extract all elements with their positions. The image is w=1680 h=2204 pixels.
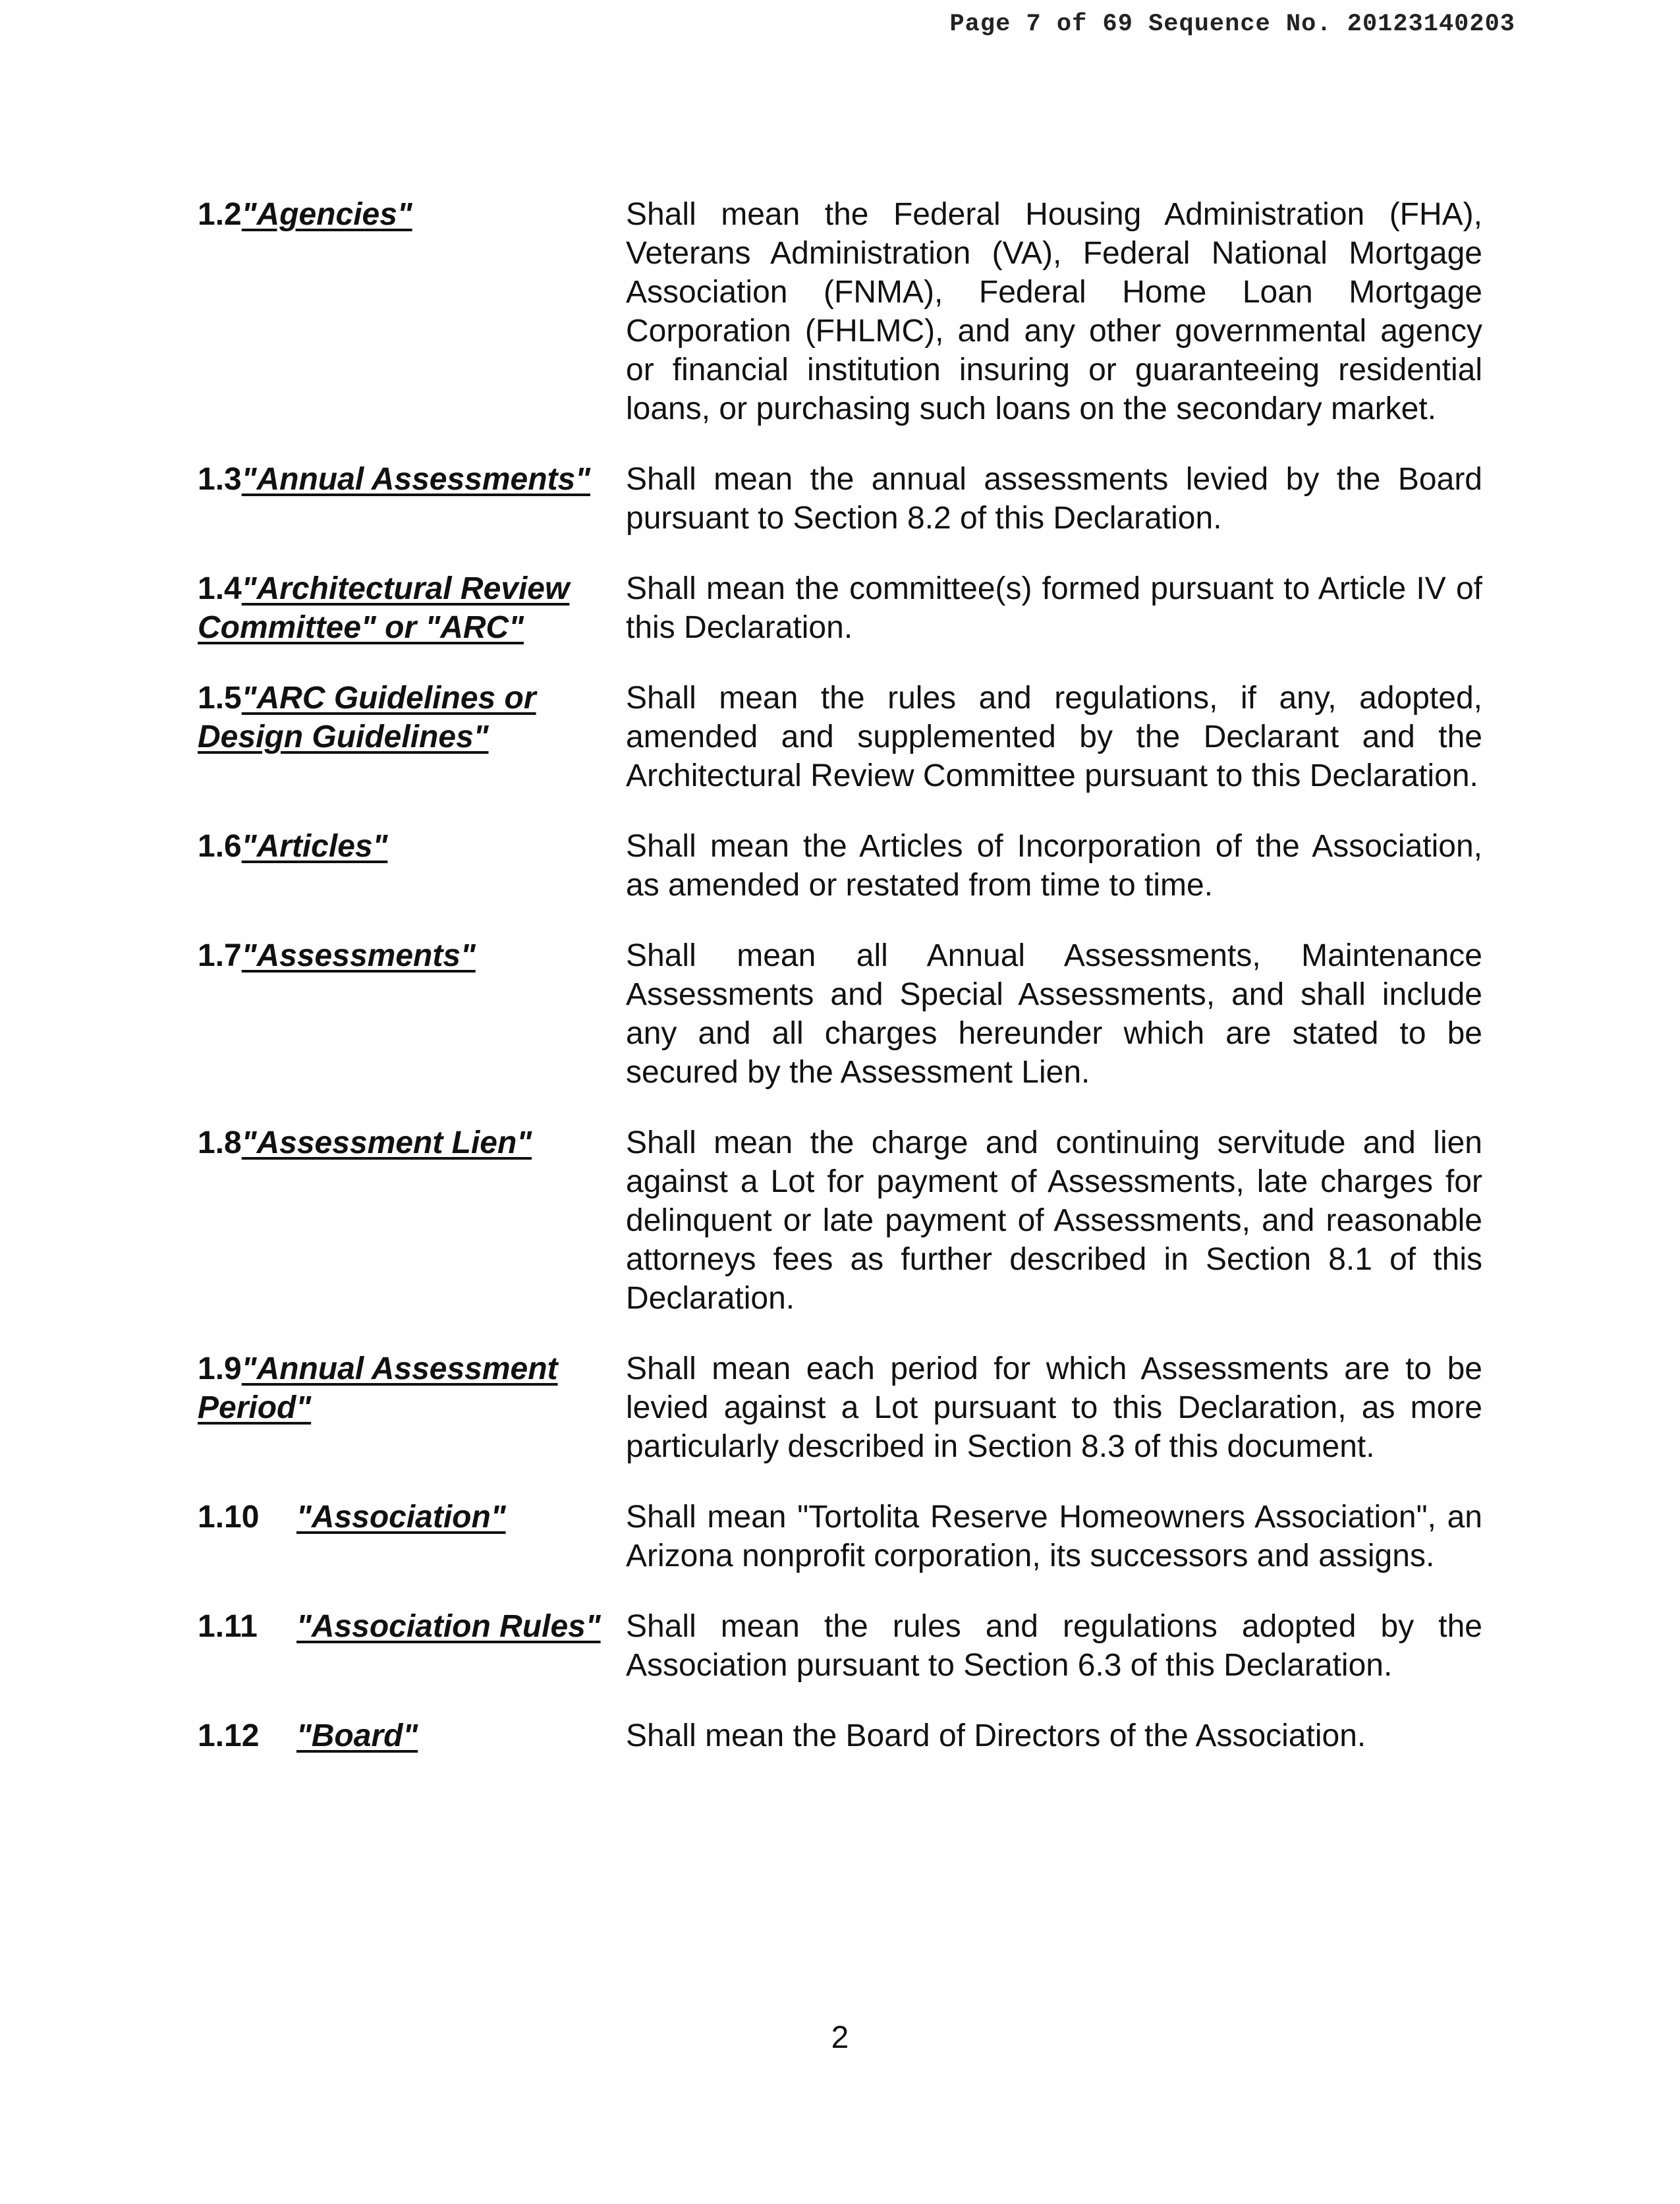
definition-term-name: "Architectural Review Committee" or "ARC" — [198, 571, 570, 645]
definition-term-name: "Annual Assessment Period" — [198, 1351, 558, 1425]
definition-assessment-lien — [198, 1123, 1482, 1318]
definition-number: 1.11 — [198, 1609, 258, 1644]
definition-association-rules — [198, 1607, 1482, 1685]
definition-term-name: "Articles" — [241, 829, 388, 864]
page-number: 2 — [831, 2020, 849, 2055]
definition-meaning: Shall mean the committee(s) formed pursuant to Article IV of this Declaration. — [626, 571, 1482, 645]
definition-number: 1.7 — [198, 938, 242, 973]
definition-term — [198, 1716, 626, 1755]
definition-term — [198, 1349, 626, 1427]
definition-number: 1.2 — [198, 197, 242, 232]
definition-term-name: "Annual Assessments" — [241, 462, 590, 497]
definition-meaning: Shall mean each period for which Assessments are to be levied against a Lot pursuant to this Declaration, as more particularly described in Section 8.3 of this document. — [626, 1351, 1482, 1464]
definition-number: 1.5 — [198, 681, 242, 716]
definition-board — [198, 1716, 1482, 1755]
definition-assessments — [198, 936, 1482, 1092]
definition-meaning: Shall mean the charge and continuing servitude and lien against a Lot for payment of Assessments, late charges for delinquent or late payment of Assessments, and reasonable attorneys fees as further described in Section 8.1 of this Declaration. — [626, 1125, 1482, 1316]
definition-term — [198, 1498, 626, 1537]
definition-meaning: Shall mean the Board of Directors of the Association. — [626, 1718, 1366, 1753]
definition-articles — [198, 827, 1482, 905]
definition-number: 1.6 — [198, 829, 242, 864]
definition-term — [198, 460, 626, 499]
definition-number: 1.8 — [198, 1125, 242, 1160]
definition-annual-assessment-period — [198, 1349, 1482, 1466]
definition-term-name: "Board" — [296, 1718, 418, 1753]
page-header: Page 7 of 69 Sequence No. 20123140203 — [949, 11, 1515, 38]
definition-association — [198, 1498, 1482, 1575]
definition-term — [198, 827, 626, 866]
definition-architectural-review-committee — [198, 569, 1482, 647]
definition-term-name: "Agencies" — [241, 197, 412, 232]
definition-meaning: Shall mean the Federal Housing Administration (FHA), Veterans Administration (VA), Federal National Mortgage Association (FNMA), Federal Home Loan Mortgage Corporation (FHLMC), and any other governmental agency or financial institution insuring or guaranteeing residential loans, or purchasing such loans on the secondary market. — [626, 197, 1482, 426]
definition-number: 1.10 — [198, 1500, 260, 1535]
definition-term-name: "ARC Guidelines or Design Guidelines" — [198, 681, 536, 754]
definition-meaning: Shall mean the rules and regulations adopted by the Association pursuant to Section 6.3 of this Declaration. — [626, 1609, 1482, 1683]
definitions-list — [198, 195, 1482, 1787]
definition-term-name: "Assessment Lien" — [241, 1125, 532, 1160]
definition-meaning: Shall mean the annual assessments levied by the Board pursuant to Section 8.2 of this Declaration. — [626, 462, 1482, 536]
definition-number: 1.9 — [198, 1351, 242, 1386]
definition-term-name: "Association" — [296, 1500, 506, 1535]
definition-term-name: "Assessments" — [241, 938, 476, 973]
definition-term — [198, 679, 626, 756]
definition-meaning: Shall mean the rules and regulations, if any, adopted, amended and supplemented by the Declarant and the Architectural Review Committee pursuant to this Declaration. — [626, 681, 1482, 793]
definition-annual-assessments — [198, 460, 1482, 538]
definition-agencies — [198, 195, 1482, 428]
definition-meaning: Shall mean "Tortolita Reserve Homeowners Association", an Arizona nonprofit corporation, its successors and assigns. — [626, 1500, 1482, 1573]
definition-term — [198, 1607, 626, 1646]
definition-term — [198, 936, 626, 975]
definition-meaning: Shall mean all Annual Assessments, Maintenance Assessments and Special Assessments, and shall include any and all charges hereunder which are stated to be secured by the Assessment Lien. — [626, 938, 1482, 1090]
definition-number: 1.3 — [198, 462, 242, 497]
definition-number: 1.12 — [198, 1718, 260, 1753]
definition-term — [198, 569, 626, 647]
definition-term — [198, 195, 626, 234]
definition-meaning: Shall mean the Articles of Incorporation of the Association, as amended or restated from time to time. — [626, 829, 1482, 903]
definition-term — [198, 1123, 626, 1162]
definition-term-name: "Association Rules" — [296, 1609, 601, 1644]
definition-number: 1.4 — [198, 571, 242, 606]
definition-arc-guidelines — [198, 679, 1482, 795]
